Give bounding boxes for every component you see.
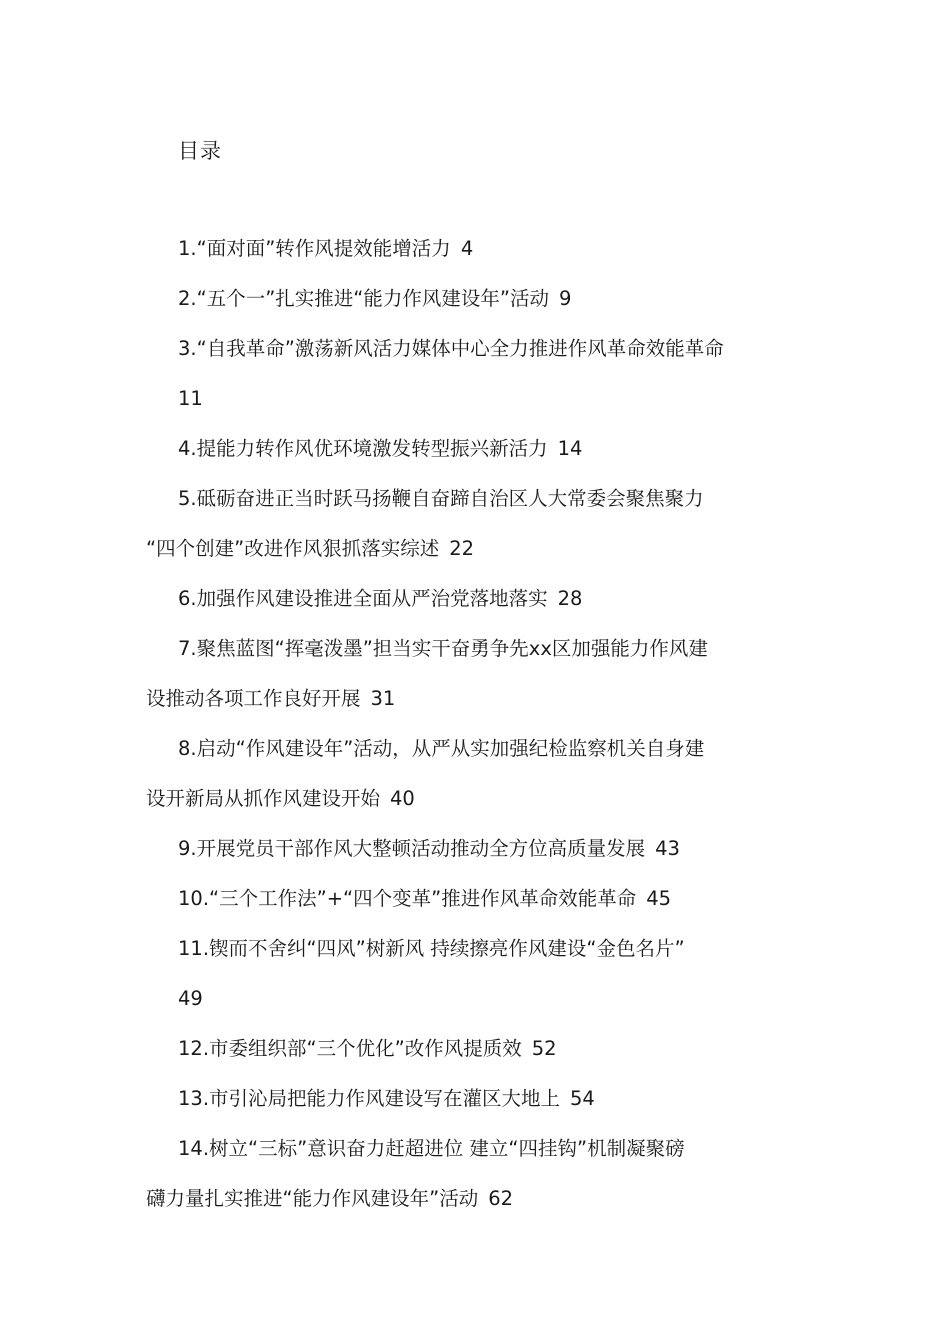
toc-page-number: 54 (570, 1087, 595, 1110)
toc-entry-13[interactable] (146, 1084, 810, 1134)
toc-entry-text: 9.开展党员干部作风大整顿活动推动全方位高质量发展 (178, 837, 646, 860)
toc-entry-12[interactable] (146, 1034, 810, 1084)
toc-page-number: 22 (449, 537, 475, 560)
toc-page-number: 4 (460, 237, 474, 260)
toc-entry-text: 13.市引沁局把能力作风建设写在灌区大地上 (178, 1087, 561, 1110)
toc-page-number: 45 (646, 887, 672, 910)
toc-entry-text: 2.“五个一”扎实推进“能力作风建设年”活动 (178, 287, 550, 310)
toc-entry-text: “四个创建”改进作风狠抓落实综述 (146, 537, 440, 560)
toc-list (146, 234, 810, 1234)
toc-entry-8-continued[interactable] (146, 784, 810, 834)
toc-entry-10[interactable] (146, 884, 810, 934)
toc-entry-text: 5.砥砺奋进正当时跃马扬鞭自奋蹄自治区人大常委会聚焦聚力 (178, 487, 704, 510)
toc-title: 目录 (178, 139, 222, 163)
toc-page-number: 31 (370, 687, 396, 710)
toc-entry-text: 8.启动“作风建设年”活动，从严从实加强纪检监察机关自身建 (178, 737, 705, 760)
toc-entry-text: 4.提能力转作风优环境激发转型振兴新活力 (178, 437, 548, 460)
toc-entry-2[interactable] (146, 284, 810, 334)
toc-entry-8[interactable] (146, 734, 810, 784)
toc-entry-text: 礴力量扎实推进“能力作风建设年”活动 (146, 1187, 479, 1210)
toc-page-number: 49 (178, 987, 203, 1010)
toc-entry-4[interactable] (146, 434, 810, 484)
toc-entry-3[interactable] (146, 334, 810, 384)
toc-page-number: 43 (655, 837, 680, 860)
toc-entry-text: 1.“面对面”转作风提效能增活力 (178, 237, 451, 260)
toc-page-number: 40 (390, 787, 415, 810)
toc-entry-14-continued[interactable] (146, 1184, 810, 1234)
toc-page-number: 52 (531, 1037, 557, 1060)
toc-entry-5[interactable] (146, 484, 810, 534)
toc-entry-text: 3.“自我革命”激荡新风活力媒体中心全力推进作风革命效能革命 (178, 337, 724, 360)
toc-entry-11-page-line[interactable] (146, 984, 810, 1034)
toc-entry-text: 6.加强作风建设推进全面从严治党落地落实 (178, 587, 548, 610)
toc-page-number: 62 (488, 1187, 514, 1210)
toc-entry-9[interactable] (146, 834, 810, 884)
toc-entry-text: 11.锲而不舍纠“四风”树新风 持续擦亮作风建设“金色名片” (178, 937, 685, 960)
toc-page-number: 9 (559, 287, 572, 310)
toc-entry-3-page-line[interactable] (146, 384, 810, 434)
toc-entry-7-continued[interactable] (146, 684, 810, 734)
toc-entry-14[interactable] (146, 1134, 810, 1184)
toc-entry-1[interactable] (146, 234, 810, 284)
toc-page-number: 28 (557, 587, 583, 610)
toc-entry-text: 10.“三个工作法”+“四个变革”推进作风革命效能革命 (178, 887, 637, 910)
toc-entry-5-continued[interactable] (146, 534, 810, 584)
toc-entry-7[interactable] (146, 634, 810, 684)
toc-entry-text: 14.树立“三标”意识奋力赶超进位 建立“四挂钩”机制凝聚磅 (178, 1137, 685, 1160)
toc-entry-text: 设推动各项工作良好开展 (146, 687, 361, 710)
toc-entry-11[interactable] (146, 934, 810, 984)
toc-entry-text: 设开新局从抓作风建设开始 (146, 787, 381, 810)
toc-entry-text: 7.聚焦蓝图“挥毫泼墨”担当实干奋勇争先xx区加强能力作风建 (178, 637, 708, 660)
toc-page-number: 14 (557, 437, 583, 460)
toc-entry-6[interactable] (146, 584, 810, 634)
toc-page-number: 11 (178, 387, 203, 410)
toc-entry-text: 12.市委组织部“三个优化”改作风提质效 (178, 1037, 522, 1060)
